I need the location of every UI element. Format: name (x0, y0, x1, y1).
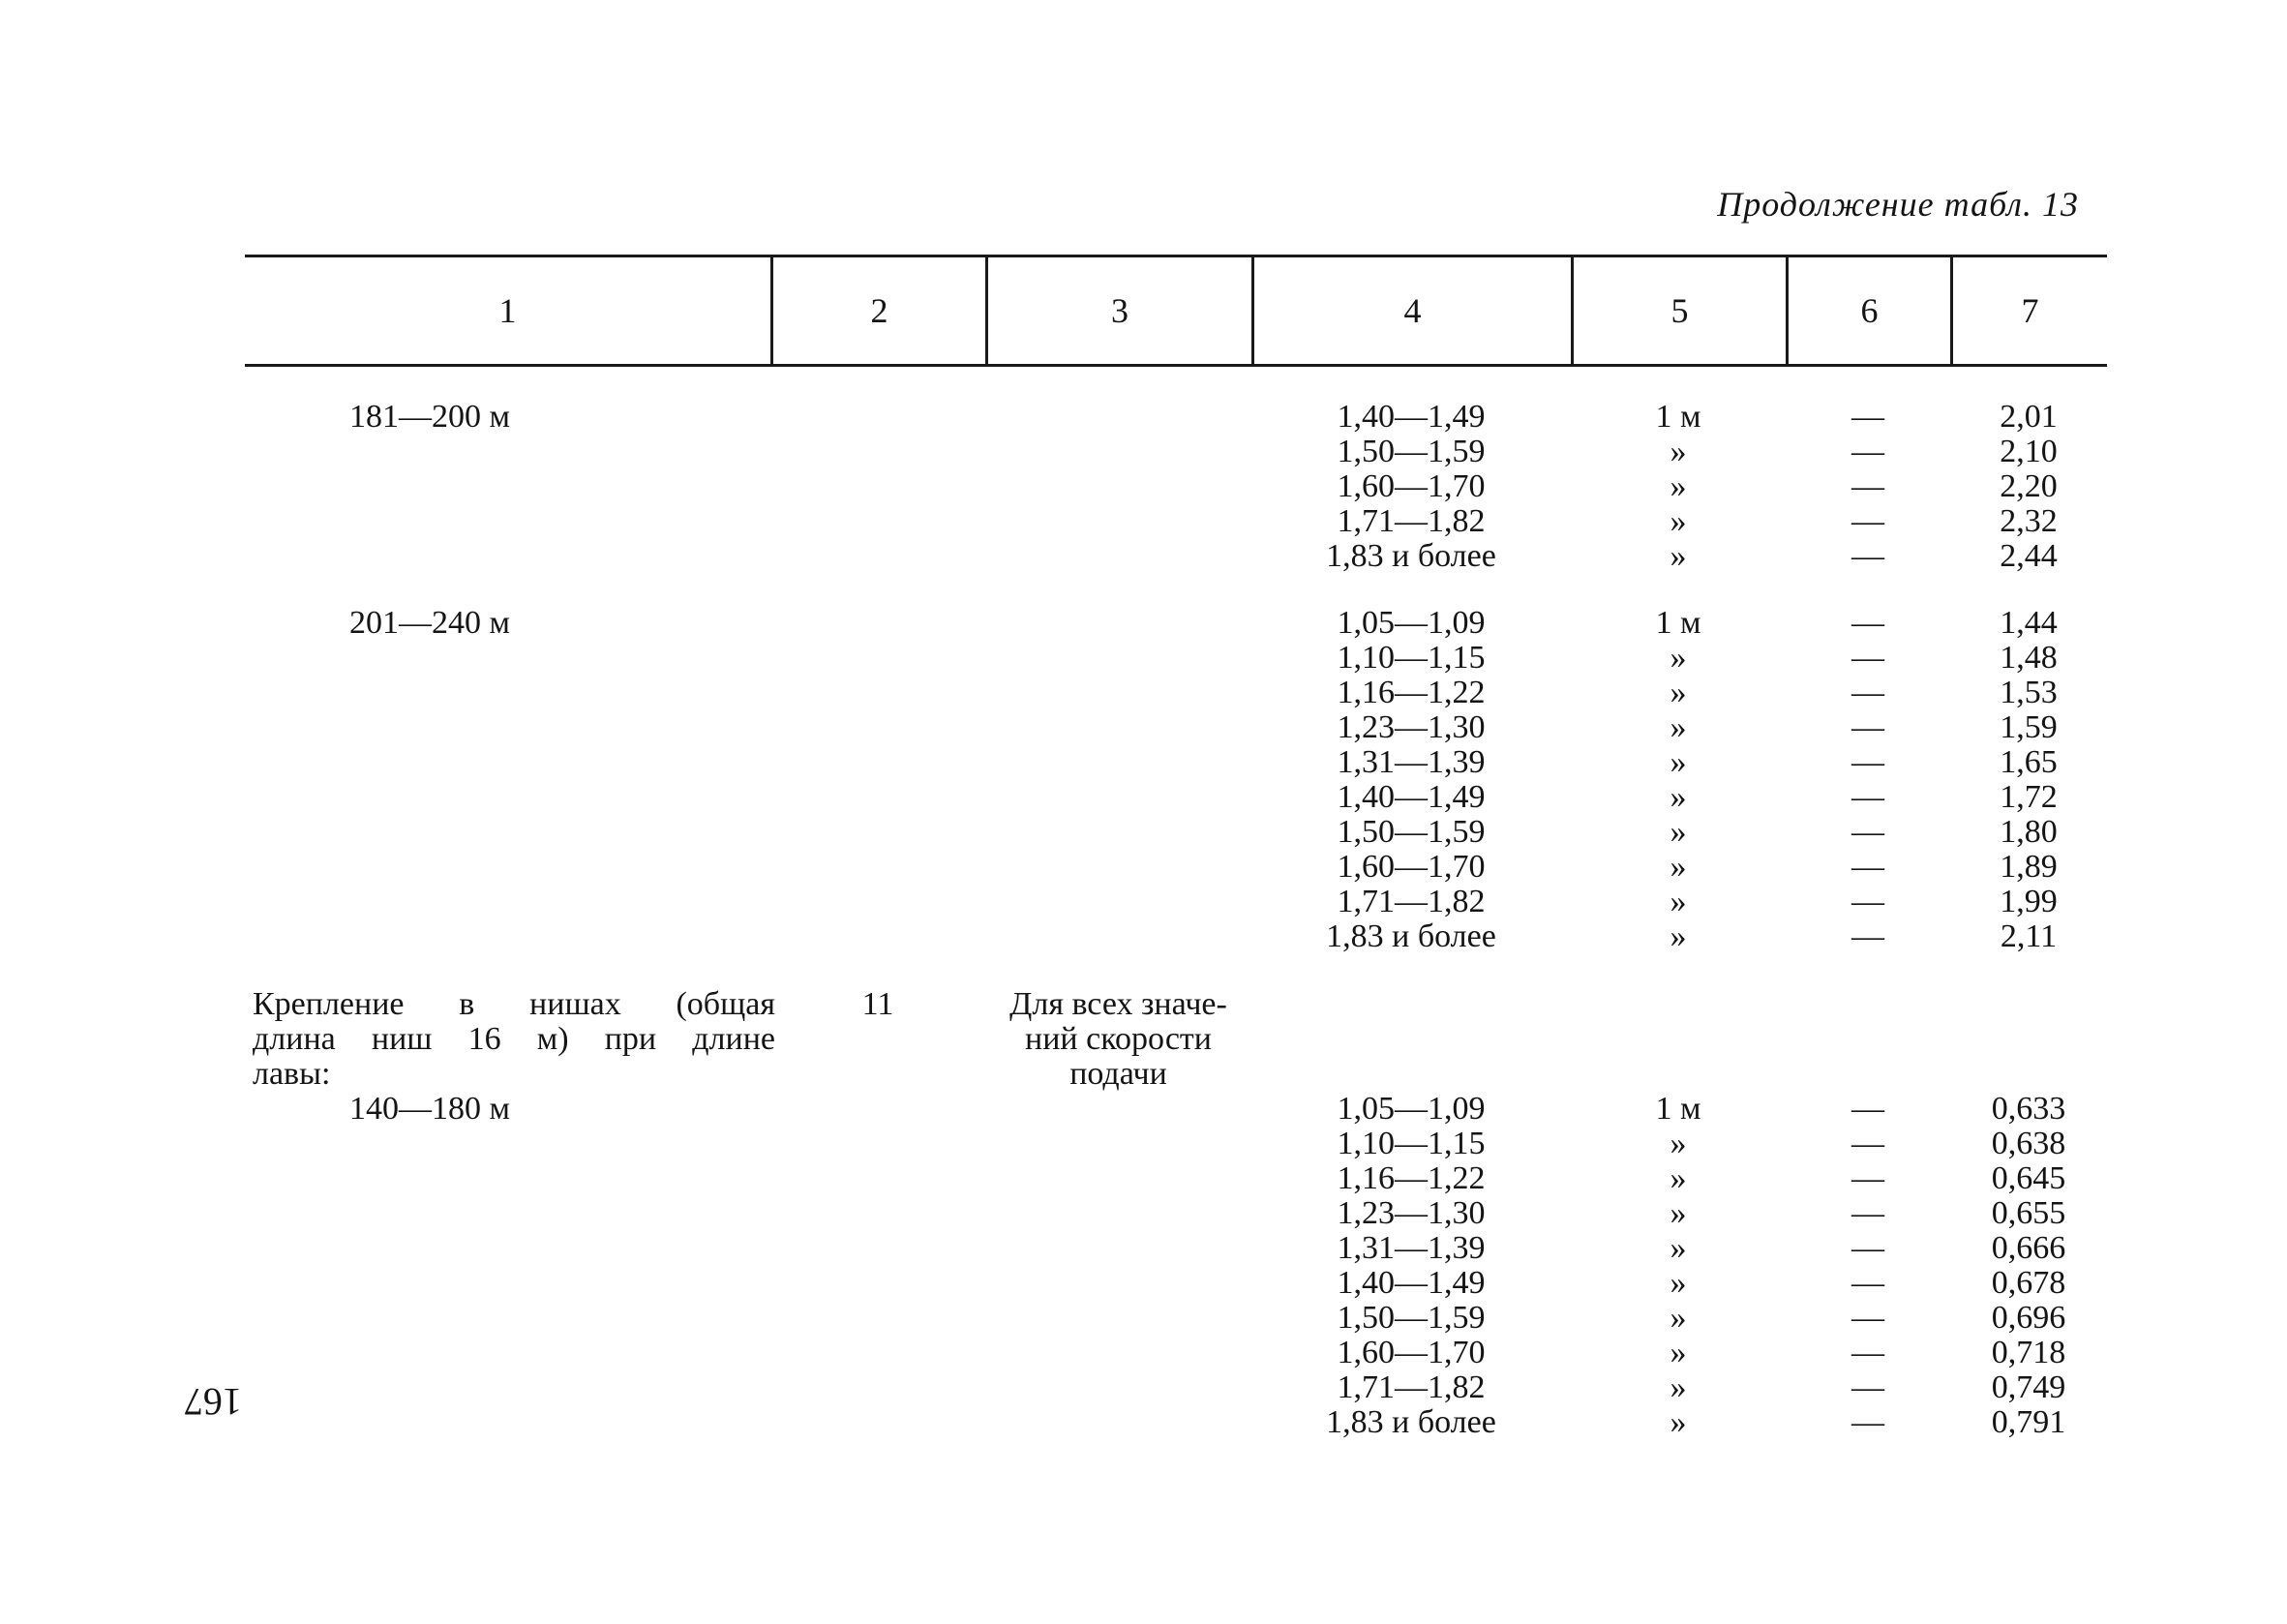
col-1-cell (245, 815, 770, 850)
dash-cell: — (1851, 605, 1884, 641)
table-row (245, 400, 2107, 435)
col-3-cell (985, 919, 1251, 954)
col-3-cell (985, 504, 1251, 539)
col-3-cell (985, 815, 1251, 850)
unit-cell: » (1670, 1335, 1687, 1370)
header-col-7: 7 (1950, 257, 2107, 364)
col-3-cell (985, 606, 1251, 641)
col-2-cell (770, 606, 985, 641)
speed-cell: 1,23—1,30 (1337, 709, 1486, 745)
col-1-cell (245, 641, 770, 676)
col-2-cell (770, 641, 985, 676)
col-1-cell (245, 919, 770, 954)
col-2-cell (770, 676, 985, 710)
table-row (245, 885, 2107, 919)
speed-cell: 1,31—1,39 (1337, 1230, 1486, 1266)
unit-cell: 1 м (1655, 399, 1701, 435)
table-row (245, 919, 2107, 954)
dash-cell: — (1851, 675, 1884, 710)
speed-cell: 1,50—1,59 (1337, 434, 1486, 469)
table-header (245, 257, 2107, 364)
col-1-cell (245, 1336, 770, 1370)
section-181-200 (245, 400, 2107, 574)
unit-cell: » (1670, 538, 1687, 574)
niche-description (253, 987, 775, 1092)
unit-cell: » (1670, 849, 1687, 885)
unit-cell: » (1670, 779, 1687, 815)
header-col-6: 6 (1786, 257, 1950, 364)
dash-cell: — (1851, 468, 1884, 504)
value-cell: 0,749 (1991, 1369, 2066, 1405)
col-2-cell (770, 850, 985, 885)
col-3-cell (985, 850, 1251, 885)
table-row (245, 504, 2107, 539)
value-cell: 2,01 (2000, 399, 2058, 435)
header-col-2: 2 (770, 257, 985, 364)
speed-cell: 1,23—1,30 (1337, 1195, 1486, 1231)
col-2-cell (770, 885, 985, 919)
unit-cell: » (1670, 640, 1687, 676)
unit-cell: » (1670, 434, 1687, 469)
speed-cell: 1,40—1,49 (1337, 779, 1486, 815)
col-1-cell (245, 435, 770, 469)
value-cell: 0,645 (1991, 1160, 2066, 1196)
speed-cell: 1,31—1,39 (1337, 744, 1486, 780)
dash-cell: — (1851, 434, 1884, 469)
table-row (245, 1370, 2107, 1405)
value-cell: 1,72 (2000, 779, 2058, 815)
col-2-cell (770, 400, 985, 435)
col-1-cell (245, 1370, 770, 1405)
col-3-cell (985, 676, 1251, 710)
col-3-cell (985, 1161, 1251, 1196)
table-row (245, 1231, 2107, 1266)
col-3-cell (985, 1336, 1251, 1370)
table-row (245, 710, 2107, 745)
col-1-cell (245, 850, 770, 885)
speed-cell: 1,50—1,59 (1337, 1300, 1486, 1336)
col-1-cell (245, 1266, 770, 1301)
col-3-cell (985, 745, 1251, 780)
dash-cell: — (1851, 814, 1884, 850)
col-3-cell (985, 1092, 1251, 1127)
speed-cell: 1,83 и более (1326, 538, 1496, 574)
table-row (245, 676, 2107, 710)
value-cell: 0,666 (1991, 1230, 2066, 1266)
table-row (245, 1405, 2107, 1440)
value-cell: 0,696 (1991, 1300, 2066, 1336)
col-2-cell (770, 1405, 985, 1440)
unit-cell: » (1670, 468, 1687, 504)
niche-description-line: лавы: (253, 1056, 331, 1092)
dash-cell: — (1851, 538, 1884, 574)
table-row (245, 1266, 2107, 1301)
dash-cell: — (1851, 1369, 1884, 1405)
page-number: 167 (184, 1380, 242, 1424)
dash-cell: — (1851, 849, 1884, 885)
dash-cell: — (1851, 1265, 1884, 1301)
col-1-cell (245, 710, 770, 745)
header-col-1: 1 (498, 291, 517, 330)
speed-cell: 1,71—1,82 (1337, 503, 1486, 539)
table-row (245, 469, 2107, 504)
table-row (245, 780, 2107, 815)
unit-cell: » (1670, 814, 1687, 850)
header-col-5: 5 (1571, 257, 1786, 364)
unit-cell: » (1670, 918, 1687, 954)
col-2-cell (770, 539, 985, 574)
section-rows (245, 606, 2107, 954)
section-rows (245, 400, 2107, 574)
dash-cell: — (1851, 779, 1884, 815)
unit-cell: » (1670, 744, 1687, 780)
value-cell: 2,32 (2000, 503, 2058, 539)
table-row (245, 745, 2107, 780)
speed-cell: 1,83 и более (1326, 918, 1496, 954)
value-cell: 1,59 (2000, 709, 2058, 745)
speed-cell: 1,83 и более (1326, 1404, 1496, 1440)
dash-cell: — (1851, 1091, 1884, 1127)
table-row (245, 1196, 2107, 1231)
value-cell: 1,48 (2000, 640, 2058, 676)
col-2-cell (770, 1336, 985, 1370)
col-3-cell (985, 1196, 1251, 1231)
header-col-3: 3 (985, 257, 1251, 364)
col-2-cell (770, 1301, 985, 1336)
dash-cell: — (1851, 1195, 1884, 1231)
col-2-cell (770, 1266, 985, 1301)
dash-cell: — (1851, 744, 1884, 780)
value-cell: 1,65 (2000, 744, 2058, 780)
col-2-cell (770, 815, 985, 850)
col-1-cell (245, 1231, 770, 1266)
section-201-240 (245, 606, 2107, 954)
speed-cell: 1,16—1,22 (1337, 675, 1486, 710)
dash-cell: — (1851, 640, 1884, 676)
dash-cell: — (1851, 503, 1884, 539)
unit-cell: » (1670, 709, 1687, 745)
section-label: 201—240 м (349, 605, 511, 641)
col-2-cell (770, 745, 985, 780)
dash-cell: — (1851, 884, 1884, 919)
col-1-cell (245, 1092, 770, 1127)
value-cell: 2,44 (2000, 538, 2058, 574)
col-2-cell (770, 1231, 985, 1266)
unit-cell: » (1670, 1126, 1687, 1161)
dash-cell: — (1851, 918, 1884, 954)
value-cell: 0,655 (1991, 1195, 2066, 1231)
unit-cell: » (1670, 884, 1687, 919)
col-3-cell (985, 1405, 1251, 1440)
col-1-cell (245, 780, 770, 815)
col-2-cell (770, 1370, 985, 1405)
niche-description-line: Крепление в нишах (общая (253, 986, 775, 1022)
value-cell: 1,99 (2000, 884, 2058, 919)
value-cell: 1,53 (2000, 675, 2058, 710)
value-cell: 0,718 (1991, 1335, 2066, 1370)
value-cell: 0,633 (1991, 1091, 2066, 1127)
niche-col2-value: 11 (861, 986, 894, 1022)
col-3-cell (985, 1127, 1251, 1161)
table-body (245, 367, 2107, 1440)
dash-cell: — (1851, 1300, 1884, 1336)
value-cell: 1,44 (2000, 605, 2058, 641)
unit-cell: » (1670, 675, 1687, 710)
col-3-cell (985, 885, 1251, 919)
col-1-cell (245, 1196, 770, 1231)
col-3-cell (985, 1301, 1251, 1336)
col-1-cell (245, 469, 770, 504)
section-rows (245, 1092, 2107, 1440)
unit-cell: » (1670, 503, 1687, 539)
niche-description-line: длина ниш 16 м) при длине (253, 1021, 775, 1057)
unit-cell: » (1670, 1195, 1687, 1231)
col-3-cell (985, 1266, 1251, 1301)
value-cell: 1,89 (2000, 849, 2058, 885)
col-1-cell (245, 1405, 770, 1440)
table-caption: Продолжение табл. 13 (1717, 185, 2079, 224)
niche-col3-line: Для всех значе- (1009, 986, 1227, 1022)
value-cell: 2,11 (2000, 918, 2058, 954)
col-2-cell (770, 710, 985, 745)
speed-cell: 1,40—1,49 (1337, 399, 1486, 435)
col-1-cell (245, 676, 770, 710)
value-cell: 2,20 (2000, 468, 2058, 504)
dash-cell: — (1851, 1230, 1884, 1266)
value-cell: 0,678 (1991, 1265, 2066, 1301)
niche-col3-line: подачи (1069, 1056, 1167, 1092)
table-row (245, 1336, 2107, 1370)
col-1-cell (245, 1301, 770, 1336)
value-cell: 0,638 (1991, 1126, 2066, 1161)
col-2-cell (770, 469, 985, 504)
speed-cell: 1,05—1,09 (1337, 1091, 1486, 1127)
col-2-cell (770, 1161, 985, 1196)
dash-cell: — (1851, 1335, 1884, 1370)
col-1-cell (245, 539, 770, 574)
value-cell: 2,10 (2000, 434, 2058, 469)
col-3-cell (985, 435, 1251, 469)
unit-cell: » (1670, 1160, 1687, 1196)
speed-cell: 1,71—1,82 (1337, 884, 1486, 919)
col-2-cell (770, 1196, 985, 1231)
value-cell: 1,80 (2000, 814, 2058, 850)
dash-cell: — (1851, 1160, 1884, 1196)
col-3-cell (985, 780, 1251, 815)
value-cell: 0,791 (1991, 1404, 2066, 1440)
speed-cell: 1,50—1,59 (1337, 814, 1486, 850)
section-label: 181—200 м (349, 399, 511, 435)
col-3-cell (985, 539, 1251, 574)
unit-cell: » (1670, 1230, 1687, 1266)
table-row (245, 1092, 2107, 1127)
speed-cell: 1,16—1,22 (1337, 1160, 1486, 1196)
speed-cell: 1,40—1,49 (1337, 1265, 1486, 1301)
col-2-cell (770, 919, 985, 954)
speed-cell: 1,10—1,15 (1337, 640, 1486, 676)
dash-cell: — (1851, 1126, 1884, 1161)
unit-cell: » (1670, 1265, 1687, 1301)
unit-cell: » (1670, 1369, 1687, 1405)
col-1-cell (245, 1161, 770, 1196)
unit-cell: 1 м (1655, 1091, 1701, 1127)
speed-cell: 1,60—1,70 (1337, 1335, 1486, 1370)
col-2-cell (770, 504, 985, 539)
speed-cell: 1,71—1,82 (1337, 1369, 1486, 1405)
col-1-cell (245, 1127, 770, 1161)
norms-table (245, 255, 2107, 1440)
dash-cell: — (1851, 399, 1884, 435)
header-col-4: 4 (1251, 257, 1571, 364)
col-1-cell (245, 885, 770, 919)
unit-cell: 1 м (1655, 605, 1701, 641)
col-2-cell (770, 780, 985, 815)
speed-cell: 1,05—1,09 (1337, 605, 1486, 641)
col-2-cell (770, 1127, 985, 1161)
col-3-cell (985, 400, 1251, 435)
niche-col3-line: ний скорости (1025, 1021, 1212, 1057)
table-row (245, 606, 2107, 641)
table-row (245, 1127, 2107, 1161)
speed-cell: 1,60—1,70 (1337, 849, 1486, 885)
col-1-cell (245, 745, 770, 780)
table-row (245, 1301, 2107, 1336)
col-3-cell (985, 1370, 1251, 1405)
table-row (245, 1161, 2107, 1196)
col-3-cell (985, 641, 1251, 676)
dash-cell: — (1851, 709, 1884, 745)
col-3-cell (985, 1231, 1251, 1266)
table-row (245, 815, 2107, 850)
table-row (245, 850, 2107, 885)
dash-cell: — (1851, 1404, 1884, 1440)
table-row (245, 435, 2107, 469)
unit-cell: » (1670, 1300, 1687, 1336)
speed-cell: 1,60—1,70 (1337, 468, 1486, 504)
unit-cell: » (1670, 1404, 1687, 1440)
col-2-cell (770, 435, 985, 469)
col-3-cell (985, 710, 1251, 745)
table-row (245, 539, 2107, 574)
section-label: 140—180 м (349, 1091, 511, 1127)
col-1-cell (245, 504, 770, 539)
col-2-cell (770, 1092, 985, 1127)
table-row (245, 641, 2107, 676)
col-3-cell (985, 469, 1251, 504)
speed-cell: 1,10—1,15 (1337, 1126, 1486, 1161)
